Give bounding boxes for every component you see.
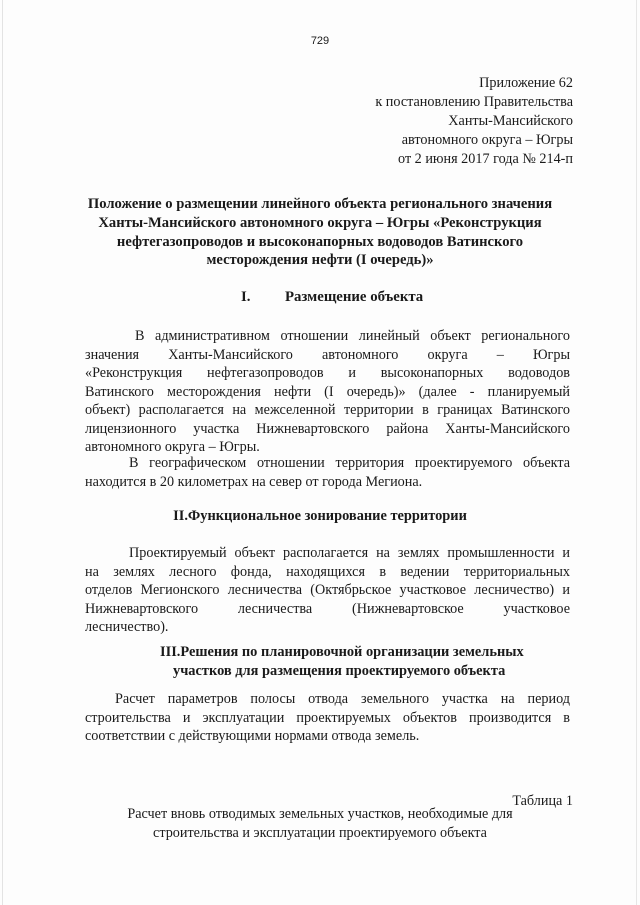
- caption-line: Расчет вновь отводимых земельных участков, необходимые для: [127, 806, 513, 822]
- appendix-line: Приложение 62: [479, 75, 573, 91]
- paragraph-line: строительства и эксплуатации проектируемых объектов производится в: [85, 709, 570, 726]
- section-1-paragraph-1: [85, 327, 570, 457]
- page-number: 729: [310, 35, 330, 47]
- table-caption: [70, 805, 570, 843]
- paragraph-line: В географическом отношении территория проектируемого объекта: [129, 455, 570, 471]
- appendix-line: автономного округа – Югры: [401, 132, 573, 148]
- title-line: Ханты-Мансийского автономного округа – Югры «Реконструкция: [98, 214, 542, 231]
- paragraph-line: значения Ханты-Мансийского автономного округа – Югры: [85, 346, 570, 363]
- section-3-paragraph: [85, 690, 570, 746]
- heading-line: III.Решения по планировочной организации земельных: [160, 644, 524, 660]
- paragraph-line: лицензионного участка Нижневартовского района Ханты-Мансийского: [85, 420, 570, 437]
- paragraph-line: «Реконструкция нефтегазопроводов и высоконапорных водоводов: [85, 365, 570, 381]
- paragraph-line: отделов Мегионского лесничества (Октябрьское участковое лесничество) и: [85, 582, 570, 598]
- document-title: [70, 195, 570, 270]
- section-3-heading: [160, 643, 540, 680]
- paragraph-line: Ватинского месторождения нефти (I очередь)» (далее - планируемый: [85, 383, 570, 400]
- paragraph-line: Нижневартовского лесничества (Нижневартовское участковое: [85, 600, 570, 617]
- paragraph-line: Проектируемый объект располагается на землях промышленности и: [129, 545, 570, 561]
- title-line: месторождения нефти (I очередь)»: [206, 252, 434, 269]
- appendix-line: Ханты-Мансийского: [448, 113, 573, 129]
- paragraph-line: Расчет параметров полосы отвода земельного участка на период: [115, 691, 570, 707]
- paragraph-line: лесничество).: [85, 619, 169, 635]
- paragraph-line: соответствии с действующими нормами отвода земель.: [85, 728, 420, 744]
- scan-edge-right: [636, 0, 637, 905]
- appendix-line: к постановлению Правительства: [375, 94, 573, 110]
- paragraph-line: объект) располагается на межселенной территории в границах Ватинского: [85, 402, 570, 418]
- appendix-line: от 2 июня 2017 года № 214-п: [398, 151, 573, 167]
- paragraph-line: находится в 20 километрах на север от города Мегиона.: [85, 473, 423, 490]
- title-line: нефтегазопроводов и высоконапорных водоводов Ватинского: [116, 233, 524, 250]
- heading-line: участков для размещения проектируемого объекта: [173, 662, 506, 679]
- caption-line: строительства и эксплуатации проектируемого объекта: [153, 825, 487, 841]
- scan-edge-left: [2, 0, 3, 905]
- title-line: Положение о размещении линейного объекта регионального значения: [87, 196, 553, 212]
- section-2-heading: II.Функциональное зонирование территории: [173, 508, 467, 524]
- appendix-block: [375, 74, 573, 169]
- section-1-paragraph-2: [85, 454, 570, 491]
- section-1-number: I.: [241, 289, 251, 305]
- paragraph-line: автономного округа – Югры.: [85, 439, 260, 455]
- section-2-paragraph: [85, 544, 570, 637]
- paragraph-line: на землях лесного фонда, находящихся в ведении территориальных: [85, 563, 570, 580]
- section-1-title: Размещение объекта: [285, 289, 424, 305]
- table-label: Таблица 1: [512, 793, 573, 809]
- paragraph-line: В административном отношении линейный объект регионального: [135, 328, 570, 344]
